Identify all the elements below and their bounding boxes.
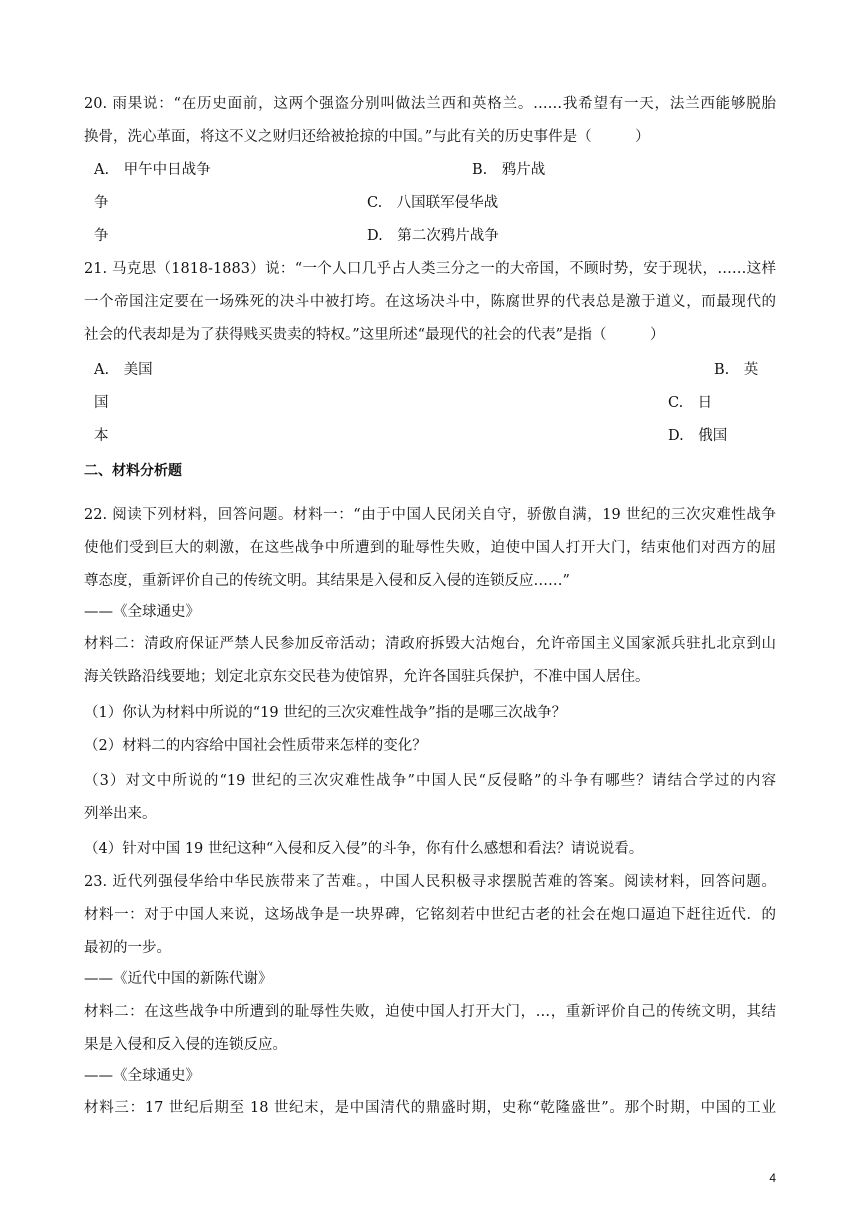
q20-option-b: B. 鸦片战: [472, 162, 546, 178]
q23-material-1-line-1: 材料一：对于中国人来说，这场战争是一块界碑，它铭刻若中世纪古老的社会在炮口逼迫下赶往近代．的: [84, 907, 776, 923]
q20-option-d: D. 第二次鸦片战争: [367, 228, 499, 244]
q20-line-1: 20. 雨果说：“在历史面前，这两个强盗分别叫做法兰西和英格兰。……我希望有一天，法兰西能够脱胎: [84, 96, 776, 112]
q22-subquestion-2: （2）材料二的内容给中国社会性质带来怎样的变化？: [84, 738, 427, 754]
q23-material-2-line-1: 材料二：在这些战争中所遭到的耻辱性失败，迫使中国人打开大门，…，重新评价自己的传统文明，其结: [84, 1004, 776, 1020]
q21-option-d: D. 俄国: [668, 428, 728, 444]
q22-line-2: 使他们受到巨大的刺激，在这些战争中所遭到的耻辱性失败，迫使中国人打开大门，结束他们对西方的屈: [84, 540, 776, 556]
q21-option-a: A. 美国: [94, 362, 153, 378]
q21-line-3: 社会的代表却是为了获得贱买贵卖的特权。”这里所述“最现代的社会的代表”是指（ ）: [84, 327, 665, 343]
q22-material-2-line-2: 海关铁路沿线要地；划定北京东交民巷为使馆界，允许各国驻兵保护，不准中国人居住。: [84, 669, 650, 685]
section-heading: 二、材料分析题: [84, 463, 182, 479]
q22-subquestion-3-line-1: （3）对文中所说的“19 世纪的三次灾难性战争”中国人民“反侵略”的斗争有哪些？请结合学过的内容: [84, 773, 776, 789]
q22-source-1: ——《全球通史》: [84, 604, 200, 620]
q23-line-1: 23. 近代列强侵华给中华民族带来了苦难。，中国人民积极寻求摆脱苦难的答案。阅读材料，回答问题。: [84, 874, 776, 890]
q21-option-b: B. 英: [714, 362, 759, 378]
q23-source-1: ——《近代中国的新陈代谢》: [84, 971, 273, 987]
q21-option-c: C. 日: [668, 395, 713, 411]
q21-line-2: 一个帝国注定要在一场殊死的决斗中被打垮。在这场决斗中，陈腐世界的代表总是激于道义，而最现代的: [84, 294, 776, 310]
q22-subquestion-3-line-2: 列举出来。: [84, 806, 157, 822]
q23-material-3-line-1: 材料三：17 世纪后期至 18 世纪末，是中国清代的鼎盛时期，史称“乾隆盛世”。那个时期，中国的工业: [84, 1100, 776, 1116]
q23-material-1-line-2: 最初的一步。: [84, 940, 171, 956]
q21-option-b-cont: 国: [94, 395, 109, 411]
q20-option-c: C. 八国联军侵华战: [367, 195, 499, 211]
q20-option-b-cont: 争: [94, 195, 109, 211]
page-number: 4: [769, 1171, 776, 1185]
q22-subquestion-1: （1）你认为材料中所说的“19 世纪的三次灾难性战争”指的是哪三次战争？: [84, 705, 567, 721]
q20-option-a: A. 甲午中日战争: [94, 162, 211, 178]
q23-source-2: ——《全球通史》: [84, 1068, 200, 1084]
q22-line-1: 22. 阅读下列材料，回答问题。材料一：“由于中国人民闭关自守，骄傲自满，19 世纪的三次灾难性战争: [84, 507, 776, 523]
q21-option-c-cont: 本: [94, 428, 109, 444]
q20-option-c-cont: 争: [94, 228, 109, 244]
q23-material-2-line-2: 果是入侵和反入侵的连锁反应。: [84, 1037, 287, 1053]
q22-line-3: 尊态度，重新评价自己的传统文明。其结果是入侵和反入侵的连锁反应……”: [84, 573, 570, 589]
q22-subquestion-4: （4）针对中国 19 世纪这种“入侵和反入侵”的斗争，你有什么感想和看法？请说说看。: [84, 841, 644, 857]
q20-line-2: 换骨，洗心革面，将这不义之财归还给被抢掠的中国。”与此有关的历史事件是（ ）: [84, 129, 650, 145]
q21-line-1: 21. 马克思（1818-1883）说：“一个人口几乎占人类三分之一的大帝国，不顾时势，安于现状，……这样: [84, 261, 776, 277]
q22-material-2-line-1: 材料二：清政府保证严禁人民参加反帝活动；清政府拆毁大沽炮台，允许帝国主义国家派兵驻扎北京到山: [84, 636, 776, 652]
